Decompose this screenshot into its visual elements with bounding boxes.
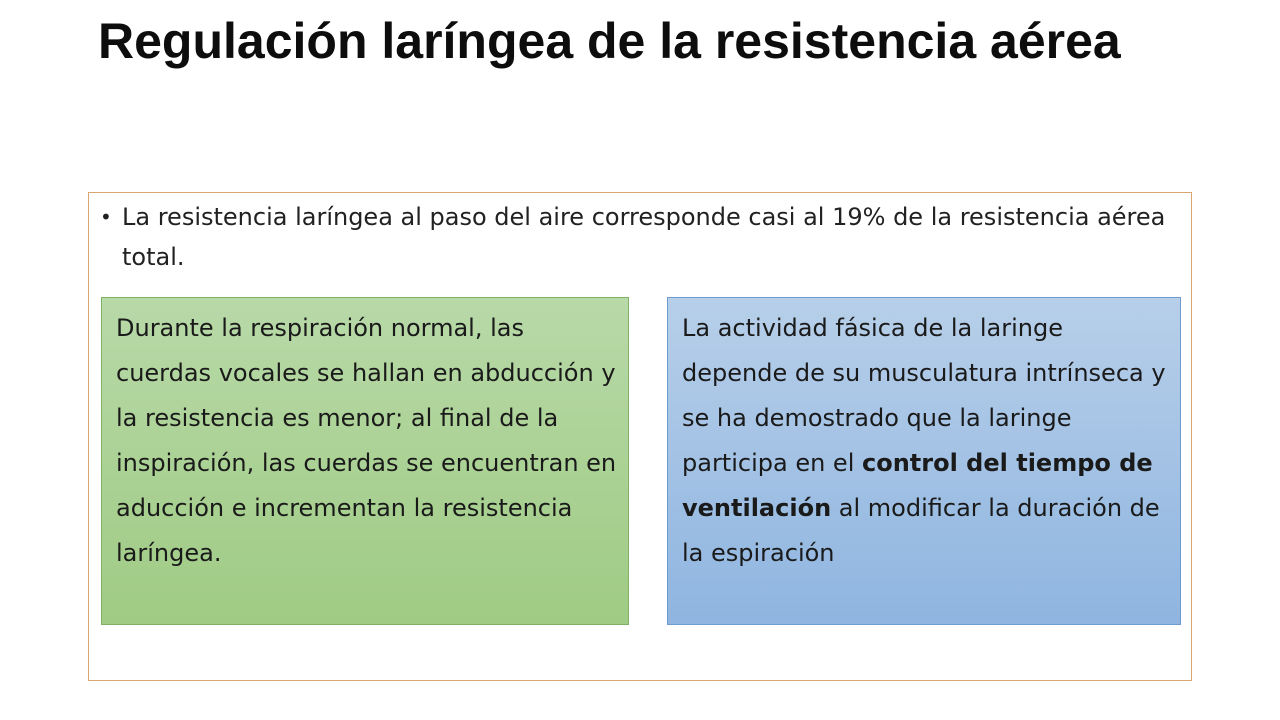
- right-box-text-start: La actividad fásica de la laringe depende de su musculatura intrínseca y se ha demostrado que la laringe participa en el: [682, 314, 1166, 477]
- left-text-box: [101, 297, 629, 625]
- slide-title: Regulación laríngea de la resistencia aérea: [98, 13, 1121, 69]
- bullet-marker: •: [100, 205, 112, 229]
- left-box-text: Durante la respiración normal, las cuerdas vocales se hallan en abducción y la resistencia es menor; al final de la inspiración, las cuerdas se encuentran en aducción e incrementan la resistencia laríngea.: [116, 314, 617, 567]
- bullet-item: [100, 197, 1180, 277]
- right-box-text-end: al modificar la duración de la espiración: [682, 494, 1160, 567]
- right-text-box: [667, 297, 1181, 625]
- right-box-bold-phrase: control del tiempo de ventilación: [682, 449, 1153, 522]
- bullet-text: La resistencia laríngea al paso del aire corresponde casi al 19% de la resistencia aérea total.: [122, 203, 1166, 271]
